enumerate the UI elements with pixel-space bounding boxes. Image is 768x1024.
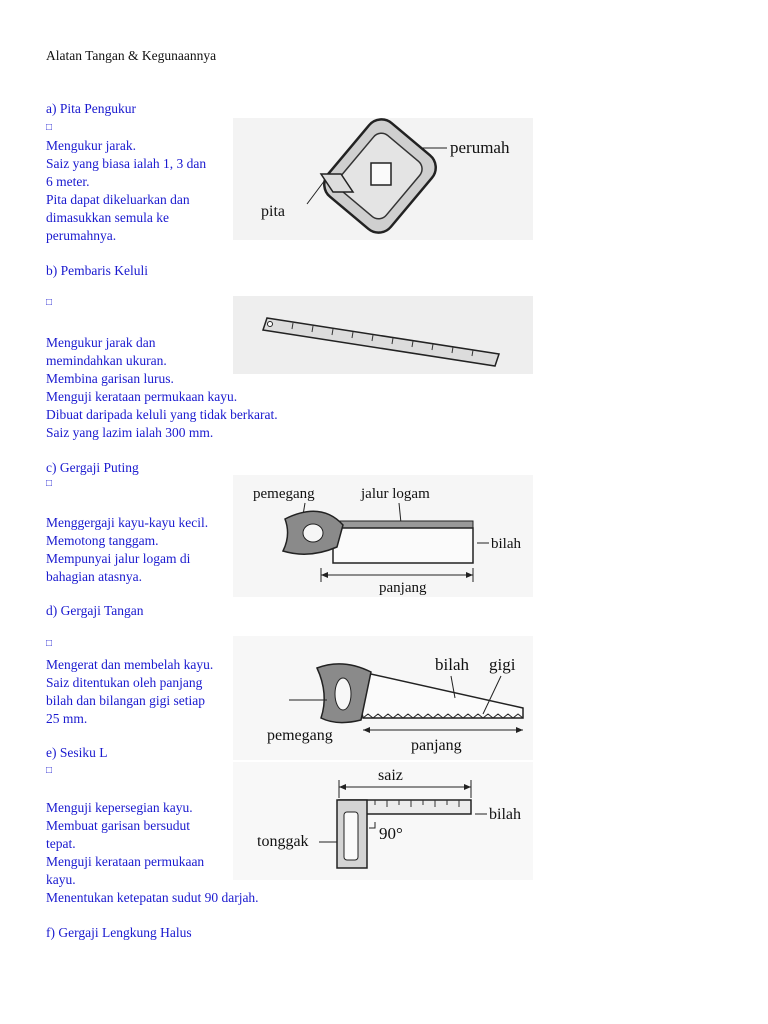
try-square-figure [233, 762, 533, 880]
measuring-tape-figure [233, 118, 533, 240]
bullet-marker: □ [46, 122, 53, 133]
text-line: Menguji kepersegian kayu. [46, 800, 193, 815]
text-line: Mengukur jarak dan [46, 335, 156, 350]
hand-saw-figure [233, 636, 533, 760]
label-perumah: perumah [450, 138, 510, 157]
text-line: Pita dapat dikeluarkan dan [46, 192, 190, 207]
bullet-marker: □ [46, 765, 53, 776]
label-panjang: panjang [379, 580, 427, 596]
text-line: Menguji kerataan permukaan kayu. [46, 389, 238, 404]
text-line: perumahnya. [46, 228, 117, 243]
text-line: Menentukan ketepatan sudut 90 darjah. [46, 890, 259, 905]
section-text-a [46, 137, 206, 245]
text-line: Saiz yang lazim ialah 300 mm. [46, 425, 214, 440]
text-line: Menguji kerataan permukaan [46, 854, 205, 869]
section-text-c [46, 514, 208, 586]
text-line: bilah dan bilangan gigi setiap [46, 693, 205, 708]
text-line: Menggergaji kayu-kayu kecil. [46, 515, 209, 530]
text-line: dimasukkan semula ke [46, 210, 169, 225]
section-heading-b: b) Pembaris Keluli [46, 263, 148, 278]
bullet-marker: □ [46, 478, 53, 489]
text-line: Memotong tanggam. [46, 533, 159, 548]
section-text-e [46, 799, 259, 907]
text-line: bahagian atasnya. [46, 569, 142, 584]
section-heading-a: a) Pita Pengukur [46, 101, 136, 116]
text-line: Mengukur jarak. [46, 138, 136, 153]
section-heading-f: f) Gergaji Lengkung Halus [46, 925, 192, 940]
text-line: Membina garisan lurus. [46, 371, 174, 386]
label-tonggak: tonggak [257, 833, 309, 850]
steel-ruler-figure [233, 296, 533, 374]
page-title: Alatan Tangan & Kegunaannya [46, 48, 217, 63]
label-90-degree: 90° [379, 824, 403, 843]
section-heading-d: d) Gergaji Tangan [46, 603, 144, 618]
section-text-d [46, 656, 213, 728]
bullet-marker: □ [46, 638, 53, 649]
text-line: Dibuat daripada keluli yang tidak berkarat. [46, 407, 278, 422]
label-panjang: panjang [411, 737, 462, 754]
label-pemegang: pemegang [253, 486, 315, 502]
label-bilah: bilah [491, 536, 521, 552]
text-line: Saiz ditentukan oleh panjang [46, 675, 203, 690]
text-line: kayu. [46, 872, 76, 887]
label-jalur-logam: jalur logam [361, 486, 430, 502]
bullet-marker: □ [46, 297, 53, 308]
text-line: 6 meter. [46, 174, 90, 189]
text-line: Saiz yang biasa ialah 1, 3 dan [46, 156, 207, 171]
label-pemegang: pemegang [267, 727, 333, 744]
text-line: Mengerat dan membelah kayu. [46, 657, 214, 672]
text-line: memindahkan ukuran. [46, 353, 167, 368]
label-pita: pita [261, 203, 285, 220]
section-heading-e: e) Sesiku L [46, 745, 108, 760]
section-heading-c: c) Gergaji Puting [46, 460, 139, 475]
text-line: 25 mm. [46, 711, 88, 726]
text-line: tepat. [46, 836, 76, 851]
text-line: Mempunyai jalur logam di [46, 551, 191, 566]
text-line: Membuat garisan bersudut [46, 818, 190, 833]
label-saiz: saiz [378, 767, 403, 784]
label-bilah: bilah [435, 655, 469, 674]
label-bilah: bilah [489, 806, 521, 823]
tenon-saw-figure [233, 475, 533, 597]
label-gigi: gigi [489, 655, 516, 674]
